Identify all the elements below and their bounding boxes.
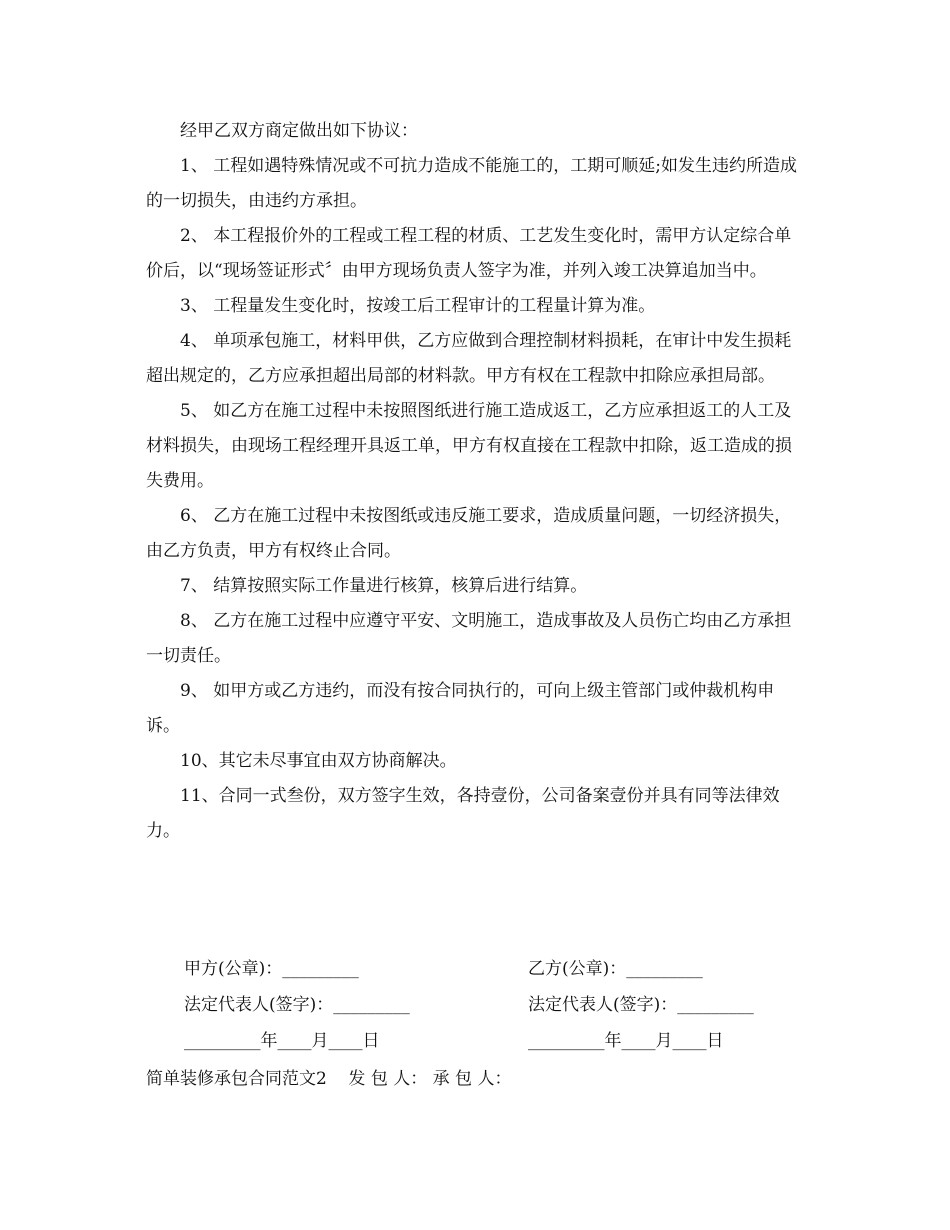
party-b-representative-line: 法定代表人(签字)：_________	[528, 995, 754, 1015]
clause-1: 1、 工程如遇特殊情况或不可抗力造成不能施工的，工期可顺延;如发生违约所造成的一切损失，由违约方承担。	[146, 156, 797, 211]
party-a-seal-line: 甲方(公章)：_________	[184, 959, 359, 979]
party-a-representative-line: 法定代表人(签字)：_________	[184, 995, 410, 1015]
clause-2: 2、 本工程报价外的工程或工程工程的材质、工艺发生变化时，需甲方认定综合单价后，以“现场签证形式〞由甲方现场负责人签字为准，并列入竣工决算追加当中。	[146, 226, 792, 281]
clause-7: 7、 结算按照实际工作量进行核算，核算后进行结算。	[180, 576, 588, 596]
party-b-date-line: _________年____月____日	[528, 1031, 724, 1051]
clause-8: 8、 乙方在施工过程中应遵守平安、文明施工，造成事故及人员伤亡均由乙方承担一切责任。	[146, 611, 792, 666]
clause-9: 9、 如甲方或乙方违约，而没有按合同执行的，可向上级主管部门或仲裁机构申诉。	[146, 681, 775, 736]
party-a-date-line: _________年____月____日	[184, 1031, 380, 1051]
party-b-seal-line: 乙方(公章)：_________	[528, 959, 703, 979]
intro-paragraph: 经甲乙双方商定做出如下协议：	[180, 121, 418, 141]
next-contract-heading: 简单装修承包合同范文2 发 包 人： 承 包 人：	[146, 1069, 512, 1089]
clause-3: 3、 工程量发生变化时，按竣工后工程审计的工程量计算为准。	[180, 296, 656, 316]
contract-body	[146, 114, 806, 849]
clause-6: 6、 乙方在施工过程中未按图纸或违反施工要求，造成质量问题，一切经济损失，由乙方负责，甲方有权终止合同。	[146, 506, 792, 561]
clause-5: 5、 如乙方在施工过程中未按照图纸进行施工造成返工，乙方应承担返工的人工及材料损失，由现场工程经理开具返工单，甲方有权直接在工程款中扣除，返工造成的损失费用。	[146, 401, 792, 491]
clause-10: 10、其它未尽事宜由双方协商解决。	[180, 751, 457, 771]
clause-11: 11、合同一式叁份，双方签字生效，各持壹份，公司备案壹份并具有同等法律效力。	[146, 786, 780, 841]
clause-4: 4、 单项承包施工，材料甲供，乙方应做到合理控制材料损耗，在审计中发生损耗超出规定的，乙方应承担超出局部的材料款。甲方有权在工程款中扣除应承担局部。	[146, 331, 792, 386]
